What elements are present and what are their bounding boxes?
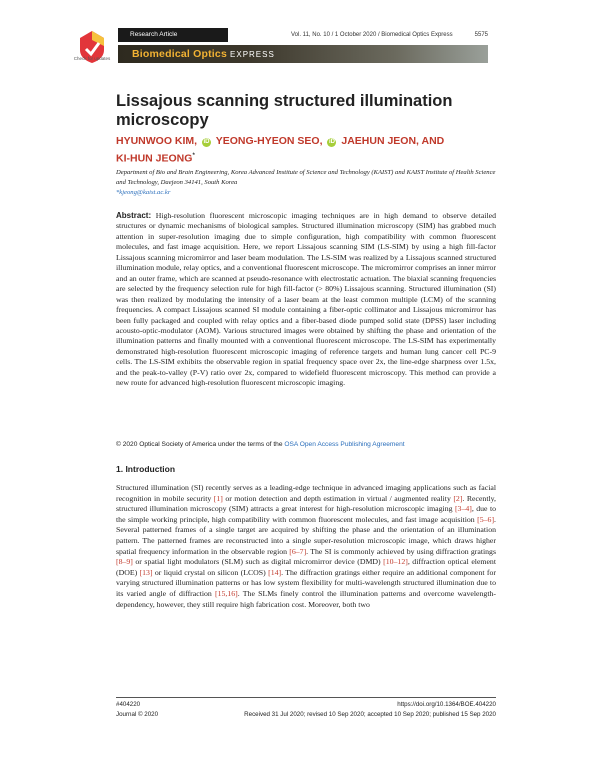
citation-ref-link[interactable]: [3–4] xyxy=(454,504,472,514)
check-for-updates-label[interactable]: Check for updates xyxy=(73,56,111,61)
page-number: 5575 xyxy=(474,32,488,38)
introduction-paragraph xyxy=(116,483,496,610)
abstract-text: High-resolution fluorescent microscopic imaging techniques are in high demand to observe detailed structures or dynamic mechanisms of biological samples. Structured illumination microscopy (SIM) has grabbed much attention in super-resolution imaging due to simple configuration, high compatibility with common fluorescent molecules, and fast image acquisition. Here, we report Lissajous scanning SIM (LS-SIM) by using a high fill-factor Lissajous scanning micromirror and laser beam modulation. The LS-SIM was realized by a Lissajous scanned structured illumination module, relay optics, and a conventional fluorescent microscope. The micromirror comprises an inner mirror and an outer frame, which are scanned at pseudo-resonance with electrostatic actuation. The biaxial scanning frequencies are selected by the frequency selection rule for high fill-factor (> 80%) Lissajous scanning. Structured illumination (SI) was then realized by modulating the intensity of a laser beam at the least common multiple (LCM) of the scanning frequencies. A compact Lissajous scanned SI module containing a fiber-optic collimator and Lissajous micromirror has been fully packaged and coupled with relay optics and a fiber-based diode pumped solid state (DPSS) laser including acousto-optic-modulator (AOM). Various structured images were obtained by shifting the phase and orientation of the illumination patterns and finally mounted with a conventional fluorescent microscope. The LS-SIM has experimentally demonstrated high-resolution fluorescent microscopic imaging of reference targets and human lung cancer cell PC-9 cells. The LS-SIM exhibits the observable region in spatial frequency space over 2x, the line-edge sharpness over 1.5x, and the peak-to-valley (P-V) ratio over 2x, compared to widefield fluorescent microscopy. This method can provide a new route for advanced high-resolution fluorescent microscopic imaging. xyxy=(116,211,496,388)
corresponding-mark: * xyxy=(192,153,195,159)
intro-text: . The SLMs finely control the illumination patterns and overcome wavelength-dependency, however, they still require high fabrication cost. Moreover, both two xyxy=(116,588,496,609)
intro-text: . The diffraction gratings either require an additional component for varying structured illumination patterns or has low system flexibility for multi-wavelength structured illumination due to its varied angle of diffraction xyxy=(116,567,497,598)
author-kim[interactable]: HYUNWOO KIM, xyxy=(116,135,198,147)
citation-info xyxy=(253,28,488,42)
citation-ref-link[interactable]: [6–7] xyxy=(289,546,307,556)
section-heading-introduction: 1. Introduction xyxy=(116,464,176,474)
author-jeon[interactable]: JAEHUN JEON, AND xyxy=(341,135,445,147)
copyright-text: © 2020 Optical Society of America under the terms of the xyxy=(116,441,283,448)
citation-ref-link[interactable]: [10–12] xyxy=(383,557,408,567)
intro-text: or spatial light modulators (SLM) such as digital micromirror device (DMD) xyxy=(132,557,384,567)
author-list xyxy=(116,134,496,167)
footer-right xyxy=(244,700,496,719)
doi-link[interactable]: https://doi.org/10.1364/BOE.404220 xyxy=(397,701,496,708)
journal-logo xyxy=(132,48,275,60)
orcid-icon[interactable]: iD xyxy=(328,139,335,145)
article-type-label: Research Article xyxy=(118,28,228,42)
check-for-updates-icon[interactable] xyxy=(72,28,112,68)
citation-ref-link[interactable]: [2] xyxy=(453,493,463,503)
citation-ref-link[interactable]: [13] xyxy=(139,567,153,577)
paper-title: Lissajous scanning structured illumination microscopy xyxy=(116,92,453,129)
author-jeong[interactable]: KI-HUN JEONG xyxy=(116,152,193,165)
intro-text: . Several patterned frames of a single target are acquired by shifting the phase and the orientation of an illumination pattern. The patterned frames are reconstructed into a single super-resolution microscopic image, which draws higher spatial frequency information in the observable region xyxy=(116,514,496,556)
citation-text: Vol. 11, No. 10 / 1 October 2020 / Biomedical Optics Express xyxy=(291,32,453,38)
citation-ref-link[interactable]: [1] xyxy=(213,493,223,503)
abstract xyxy=(116,211,496,389)
intro-text: Structured illumination (SI) recently serves as a leading-edge technique in advanced imaging applications such as facial recognition in mobile security xyxy=(116,483,496,503)
affiliation xyxy=(116,168,496,198)
journal-suffix: EXPRESS xyxy=(230,50,275,59)
intro-text: , due to the simple working principle, high compatibility with common fluorescent molecules, and fast image acquisition xyxy=(116,504,497,524)
intro-text: or motion detection and depth estimation in virtual / augmented reality xyxy=(222,493,454,503)
footer-divider xyxy=(116,697,496,698)
corresponding-email[interactable]: *kjeong@kaist.ac.kr xyxy=(116,189,171,196)
copyright-notice xyxy=(116,440,496,450)
publication-history: Received 31 Jul 2020; revised 10 Sep 2020; accepted 10 Sep 2020; published 15 Sep 2020 xyxy=(244,710,496,718)
affiliation-text: Department of Bio and Brain Engineering, Korea Advanced Institute of Science and Technology (KAIST) and KAIST Institute of Health Science and Technology, Daejeon 34141, South Korea xyxy=(116,169,496,186)
citation-ref-link[interactable]: [5–6] xyxy=(477,514,495,524)
journal-copyright: Journal © 2020 xyxy=(116,710,159,718)
citation-ref-link[interactable]: [8–9] xyxy=(116,557,133,567)
intro-text: or liquid crystal on silicon (LCOS) xyxy=(152,567,269,577)
article-header xyxy=(118,28,488,42)
footer-left xyxy=(116,700,158,719)
intro-text: , diffraction optical element (DOE) xyxy=(116,557,496,577)
journal-name: Biomedical Optics xyxy=(132,48,228,60)
abstract-label: Abstract: xyxy=(116,211,152,220)
intro-text: . Recently, structured illumination microscopy (SIM) attracts a great interest for high-resolution microscopic imaging xyxy=(116,493,496,514)
orcid-icon[interactable]: iD xyxy=(203,139,210,145)
intro-text: . The SI is commonly achieved by using diffraction gratings xyxy=(306,546,496,556)
author-seo[interactable]: YEONG-HYEON SEO, xyxy=(215,135,323,147)
journal-banner xyxy=(118,45,488,63)
citation-ref-link[interactable]: [15,16] xyxy=(215,588,238,598)
article-id: #404220 xyxy=(116,701,141,708)
open-access-link[interactable]: OSA Open Access Publishing Agreement xyxy=(284,441,405,448)
citation-ref-link[interactable]: [14] xyxy=(268,567,282,577)
